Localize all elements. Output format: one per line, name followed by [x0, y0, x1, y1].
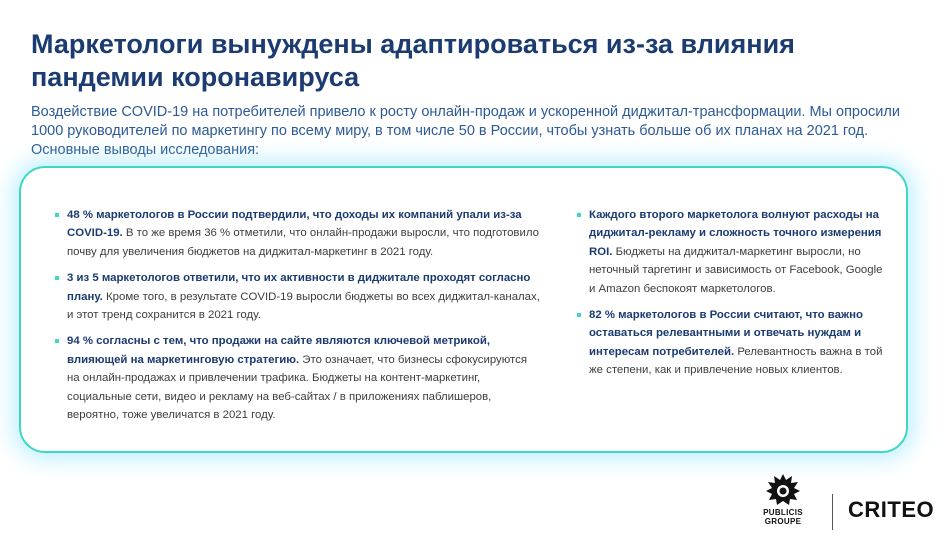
finding-text: Бюджеты на диджитал-маркетинг выросли, но неточный таргетинг и зависимость от Facebook, Google и Amazon беспокоят маркетологов. [589, 245, 883, 295]
finding-highlight: Каждого второго маркетолога волнуют расходы на диджитал-рекламу и сложность точного измерения ROI. [589, 209, 882, 258]
bullet-icon [577, 213, 581, 217]
page-subtitle: Воздействие COVID-19 на потребителей привело к росту онлайн-продаж и ускоренной диджитал-трансформации. Мы опросили 1000 руководителей по маркетингу по всему миру, в том числе 50 в России, чтобы узнать больше об их планах на 2021 год. Основные выводы исследования: [31, 104, 900, 158]
findings-card [19, 166, 908, 453]
publicis-line1: PUBLICIS [763, 508, 803, 517]
finding-item [55, 269, 541, 324]
finding-highlight: 3 из 5 маркетологов ответили, что их активности в диджитале проходят согласно плану. [67, 272, 531, 303]
finding-text: В то же время 36 % отметили, что онлайн-продажи выросли, что подготовило почву для увеличения бюджетов на диджитал-маркетинг в 2021 году. [67, 227, 539, 258]
findings-left-column [55, 206, 541, 432]
finding-text: Кроме того, в результате COVID-19 выросли бюджеты во всех диджитал-каналах, и этот тренд сохранится в 2021 году. [67, 290, 540, 322]
criteo-logo: CRITEO [848, 497, 935, 522]
publicis-groupe-logo [748, 472, 818, 532]
logo-divider [832, 494, 833, 530]
bullet-icon [577, 313, 581, 317]
finding-text: Релевантность важна в той же степени, как и привлечение новых клиентов. [589, 345, 883, 377]
bullet-icon [55, 213, 59, 217]
finding-item [55, 332, 541, 424]
finding-item [577, 206, 883, 298]
page-title: Маркетологи вынуждены адаптироваться из-за влияния пандемии коронавируса [31, 29, 795, 92]
finding-text: Это означает, что бизнесы сфокусируются на онлайн-продажах и привлечении трафика. Бюджеты на контент-маркетинг, социальные сети, видео и рекламу на веб-сайтах / в приложениях паблишеров, вероятно, тоже увеличатся в 2021 году. [67, 353, 527, 422]
finding-highlight: 94 % согласны с тем, что продажи на сайте являются ключевой метрикой, влияющей на маркетинговую стратегию. [67, 335, 490, 366]
bullet-icon [55, 339, 59, 343]
finding-highlight: 48 % маркетологов в России подтвердили, что доходы их компаний упали из-за COVID-19. [67, 209, 522, 240]
findings-right-column [577, 206, 883, 388]
lion-head-icon [763, 472, 803, 508]
finding-highlight: 82 % маркетологов в России считают, что важно оставаться релевантными и отвечать нуждам и интересам потребителей. [589, 309, 863, 358]
finding-item [577, 306, 883, 380]
publicis-line2: GROUPE [764, 517, 802, 526]
finding-item [55, 206, 541, 261]
partner-logos [748, 472, 938, 532]
bullet-icon [55, 276, 59, 280]
